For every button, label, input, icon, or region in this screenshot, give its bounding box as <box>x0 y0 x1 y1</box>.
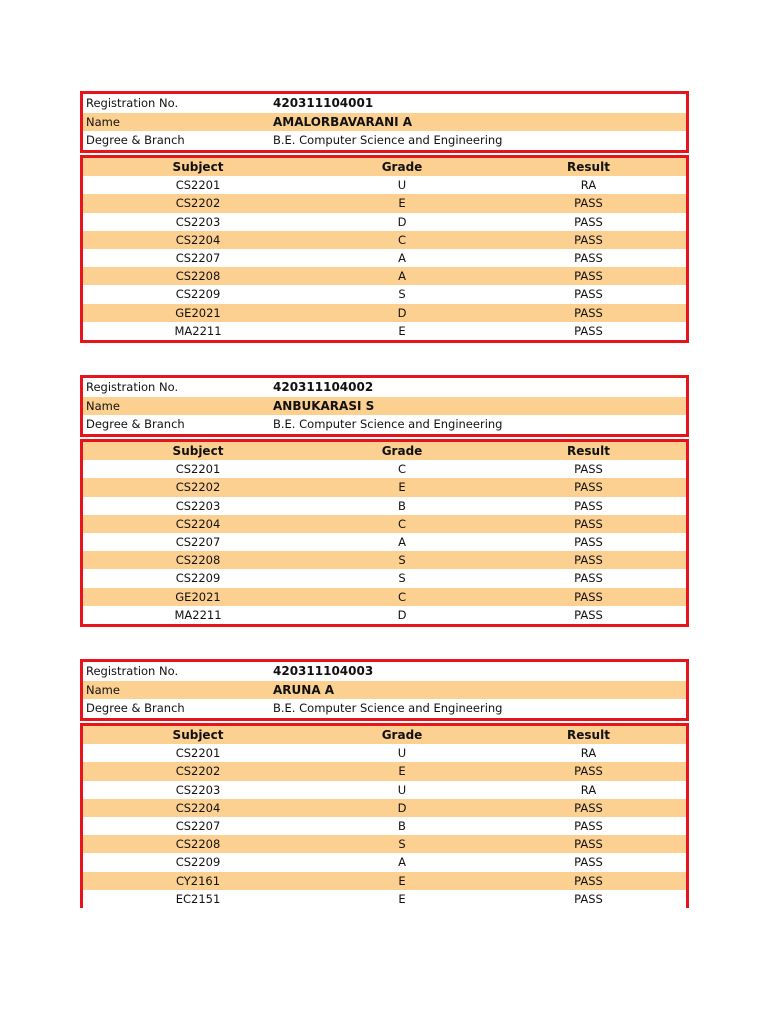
result-cell: PASS <box>574 269 603 284</box>
degree-row <box>83 131 686 150</box>
student-info-box <box>80 375 689 437</box>
grade-cell: C <box>397 232 407 247</box>
grade-cell: A <box>398 250 406 265</box>
grade-cell: B <box>398 818 406 833</box>
subject-cell: CS2204 <box>175 516 221 531</box>
student-name: AMALORBAVARANI A <box>273 114 413 129</box>
registration-row <box>83 662 686 681</box>
subject-cell: CY2161 <box>175 873 221 888</box>
result-header: Result <box>567 160 610 174</box>
subject-cell: CS2202 <box>175 196 221 211</box>
grade-cell: S <box>398 571 406 586</box>
grade-cell: C <box>397 462 407 477</box>
grade-cell: A <box>398 534 406 549</box>
subject-cell: CS2203 <box>175 782 221 797</box>
table-row <box>83 515 686 533</box>
name-label: Name <box>86 682 120 697</box>
subject-cell: EC2151 <box>175 891 221 906</box>
result-cell: PASS <box>574 837 603 852</box>
table-row <box>83 606 686 624</box>
subject-cell: CS2208 <box>175 269 221 284</box>
student-card <box>80 375 689 627</box>
subject-cell: GE2021 <box>175 589 221 604</box>
result-cell: PASS <box>574 800 603 815</box>
registration-row <box>83 94 686 113</box>
subject-cell: MA2211 <box>174 323 222 338</box>
result-header: Result <box>567 728 610 742</box>
degree-value: B.E. Computer Science and Engineering <box>273 417 503 432</box>
result-header: Result <box>567 444 610 458</box>
grade-table <box>80 155 689 343</box>
grade-cell: B <box>398 498 406 513</box>
subject-cell: MA2211 <box>174 607 222 622</box>
table-row <box>83 194 686 212</box>
name-row <box>83 681 686 700</box>
table-row <box>83 267 686 285</box>
result-cell: RA <box>580 746 597 761</box>
result-cell: PASS <box>574 323 603 338</box>
degree-row <box>83 415 686 434</box>
table-row <box>83 817 686 835</box>
grade-cell: U <box>397 746 407 761</box>
table-row <box>83 231 686 249</box>
student-name: ANBUKARASI S <box>273 398 375 413</box>
result-cell: PASS <box>574 516 603 531</box>
result-cell: PASS <box>574 462 603 477</box>
subject-cell: CS2209 <box>175 855 221 870</box>
degree-value: B.E. Computer Science and Engineering <box>273 701 503 716</box>
grade-cell: U <box>397 178 407 193</box>
registration-label: Registration No. <box>86 380 179 394</box>
subject-header: Subject <box>172 728 224 742</box>
subject-cell: CS2203 <box>175 498 221 513</box>
registration-row <box>83 378 686 397</box>
result-cell: PASS <box>574 818 603 833</box>
grade-header: Grade <box>381 444 423 458</box>
registration-number: 420311104001 <box>273 96 374 110</box>
grade-cell: E <box>398 196 406 211</box>
subject-cell: CS2204 <box>175 800 221 815</box>
grade-cell: E <box>398 764 406 779</box>
table-row <box>83 285 686 303</box>
grade-cell: S <box>398 287 406 302</box>
grade-cell: D <box>397 305 407 320</box>
grade-cell: E <box>398 323 406 338</box>
name-row <box>83 113 686 132</box>
registration-label: Registration No. <box>86 96 179 110</box>
student-info-box <box>80 91 689 153</box>
table-row <box>83 872 686 890</box>
result-cell: RA <box>580 782 597 797</box>
grade-table-header <box>83 158 686 176</box>
result-cell: PASS <box>574 553 603 568</box>
name-label: Name <box>86 398 120 413</box>
subject-cell: CS2209 <box>175 287 221 302</box>
table-row <box>83 551 686 569</box>
degree-label: Degree & Branch <box>86 133 185 148</box>
table-row <box>83 322 686 340</box>
result-cell: PASS <box>574 196 603 211</box>
grade-cell: S <box>398 837 406 852</box>
subject-header: Subject <box>172 444 224 458</box>
result-cell: PASS <box>574 214 603 229</box>
grade-table <box>80 439 689 627</box>
student-card <box>80 91 689 343</box>
grade-cell: S <box>398 553 406 568</box>
registration-number: 420311104002 <box>273 380 374 394</box>
subject-cell: CS2207 <box>175 534 221 549</box>
grade-cell: E <box>398 480 406 495</box>
student-info-box <box>80 659 689 721</box>
subject-cell: CS2208 <box>175 553 221 568</box>
student-name: ARUNA A <box>273 682 335 697</box>
degree-row <box>83 699 686 718</box>
result-cell: PASS <box>574 250 603 265</box>
subject-cell: CS2201 <box>175 462 221 477</box>
table-row <box>83 588 686 606</box>
table-row <box>83 835 686 853</box>
grade-header: Grade <box>381 728 423 742</box>
table-row <box>83 176 686 194</box>
result-cell: PASS <box>574 764 603 779</box>
subject-cell: CS2207 <box>175 818 221 833</box>
result-cell: PASS <box>574 855 603 870</box>
subject-cell: CS2201 <box>175 178 221 193</box>
subject-cell: CS2208 <box>175 837 221 852</box>
result-cell: PASS <box>574 287 603 302</box>
subject-cell: CS2209 <box>175 571 221 586</box>
grade-cell: E <box>398 873 406 888</box>
degree-label: Degree & Branch <box>86 701 185 716</box>
grade-cell: D <box>397 214 407 229</box>
table-row <box>83 213 686 231</box>
grade-cell: E <box>398 891 406 906</box>
table-row <box>83 744 686 762</box>
result-cell: PASS <box>574 480 603 495</box>
subject-cell: CS2202 <box>175 480 221 495</box>
grade-table-header <box>83 726 686 744</box>
subject-cell: CS2202 <box>175 764 221 779</box>
table-row <box>83 460 686 478</box>
result-cell: PASS <box>574 534 603 549</box>
result-cell: PASS <box>574 232 603 247</box>
table-row <box>83 249 686 267</box>
table-row <box>83 569 686 587</box>
table-row <box>83 890 686 908</box>
degree-value: B.E. Computer Science and Engineering <box>273 133 503 148</box>
name-label: Name <box>86 114 120 129</box>
subject-header: Subject <box>172 160 224 174</box>
grade-cell: C <box>397 516 407 531</box>
result-cell: PASS <box>574 498 603 513</box>
table-row <box>83 853 686 871</box>
result-cell: PASS <box>574 305 603 320</box>
table-row <box>83 762 686 780</box>
table-row <box>83 478 686 496</box>
registration-number: 420311104003 <box>273 664 374 678</box>
grade-cell: D <box>397 800 407 815</box>
table-row <box>83 799 686 817</box>
subject-cell: CS2203 <box>175 214 221 229</box>
degree-label: Degree & Branch <box>86 417 185 432</box>
result-cell: RA <box>580 178 597 193</box>
name-row <box>83 397 686 416</box>
subject-cell: CS2201 <box>175 746 221 761</box>
grade-table <box>80 723 689 908</box>
grade-cell: A <box>398 269 406 284</box>
grade-header: Grade <box>381 160 423 174</box>
result-cell: PASS <box>574 607 603 622</box>
result-cell: PASS <box>574 891 603 906</box>
table-row <box>83 304 686 322</box>
registration-label: Registration No. <box>86 664 179 678</box>
grade-table-header <box>83 442 686 460</box>
grade-cell: C <box>397 589 407 604</box>
subject-cell: CS2204 <box>175 232 221 247</box>
subject-cell: GE2021 <box>175 305 221 320</box>
grade-cell: A <box>398 855 406 870</box>
result-cell: PASS <box>574 571 603 586</box>
subject-cell: CS2207 <box>175 250 221 265</box>
grade-cell: U <box>397 782 407 797</box>
table-row <box>83 533 686 551</box>
table-row <box>83 781 686 799</box>
result-cell: PASS <box>574 873 603 888</box>
table-row <box>83 497 686 515</box>
student-card <box>80 659 689 908</box>
result-cell: PASS <box>574 589 603 604</box>
grade-cell: D <box>397 607 407 622</box>
